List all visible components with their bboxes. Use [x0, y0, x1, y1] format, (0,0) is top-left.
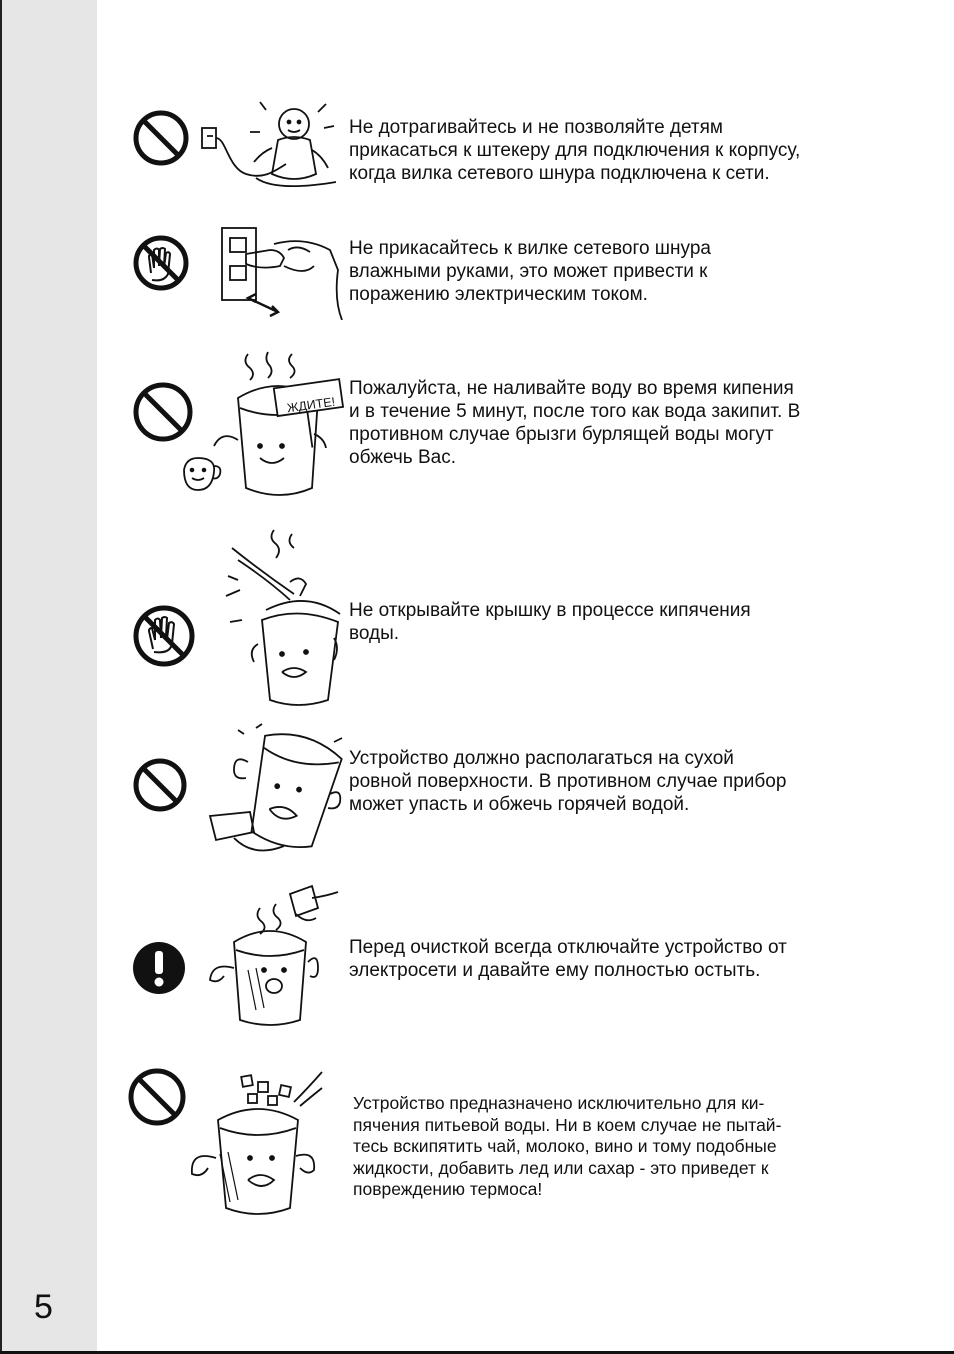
text-line: Не прикасайтесь к вилке сетевого шнура	[349, 238, 711, 259]
hand-plug-outlet-illustration	[218, 224, 344, 320]
prohibited-icon	[131, 756, 195, 820]
text-line: Пожалуйста, не наливайте воду во время кипения	[349, 378, 794, 399]
page-number: 5	[34, 1288, 53, 1326]
child-touching-plug-illustration	[196, 98, 344, 196]
text-line: обжечь Вас.	[349, 447, 456, 468]
text-line: может упасть и обжечь горячей водой.	[349, 794, 690, 815]
left-margin-band	[0, 0, 97, 1354]
text-line: тесь вскипятить чай, молоко, вино и тому подобные	[353, 1136, 777, 1156]
text-line: Не дотрагивайтесь и не позволяйте детям	[349, 117, 723, 138]
pot-falling-illustration	[204, 722, 344, 856]
prohibited-icon	[131, 108, 195, 172]
stop-hand-icon	[131, 603, 195, 667]
text-line: и в течение 5 минут, после того как вода закипит. В	[349, 401, 801, 422]
text-line: пячения питьевой воды. Ни в коем случае не пытай-	[353, 1114, 782, 1135]
prohibited-icon	[126, 1066, 190, 1130]
no-wet-hands-icon	[131, 233, 195, 297]
text-line: противном случае брызги бурлящей воды могут	[349, 424, 774, 445]
text-line: воды.	[349, 623, 400, 644]
text-line: влажными руками, это может привести к	[349, 261, 708, 282]
pot-with-ice-illustration	[184, 1066, 330, 1218]
pot-unplug-cool-illustration	[204, 884, 342, 1028]
hand-opening-lid-illustration	[222, 526, 342, 710]
text-line: ровной поверхности. В противном случае прибор	[349, 771, 787, 792]
text-line: электросети и давайте ему полностью остыть.	[349, 960, 761, 981]
wait-sign-text: ЖДИТЕ!	[286, 394, 336, 416]
text-line: Устройство должно располагаться на сухой	[349, 748, 734, 769]
text-line: Устройство предназначено исключительно для ки-	[353, 1093, 765, 1113]
pot-with-wait-sign-illustration	[178, 348, 344, 500]
text-line: прикасаться к штекеру для подключения к корпусу,	[349, 140, 801, 161]
text-line: повреждению термоса!	[353, 1179, 543, 1199]
text-line: когда вилка сетевого шнура подключена к сети.	[349, 163, 770, 184]
mandatory-exclamation-icon	[131, 940, 195, 1004]
text-line: Не открывайте крышку в процессе кипячения	[349, 600, 751, 621]
text-line: Перед очисткой всегда отключайте устройство от	[349, 937, 787, 958]
text-line: жидкости, добавить лед или сахар - это приведет к	[353, 1157, 769, 1178]
text-line: поражению электрическим током.	[349, 284, 648, 305]
